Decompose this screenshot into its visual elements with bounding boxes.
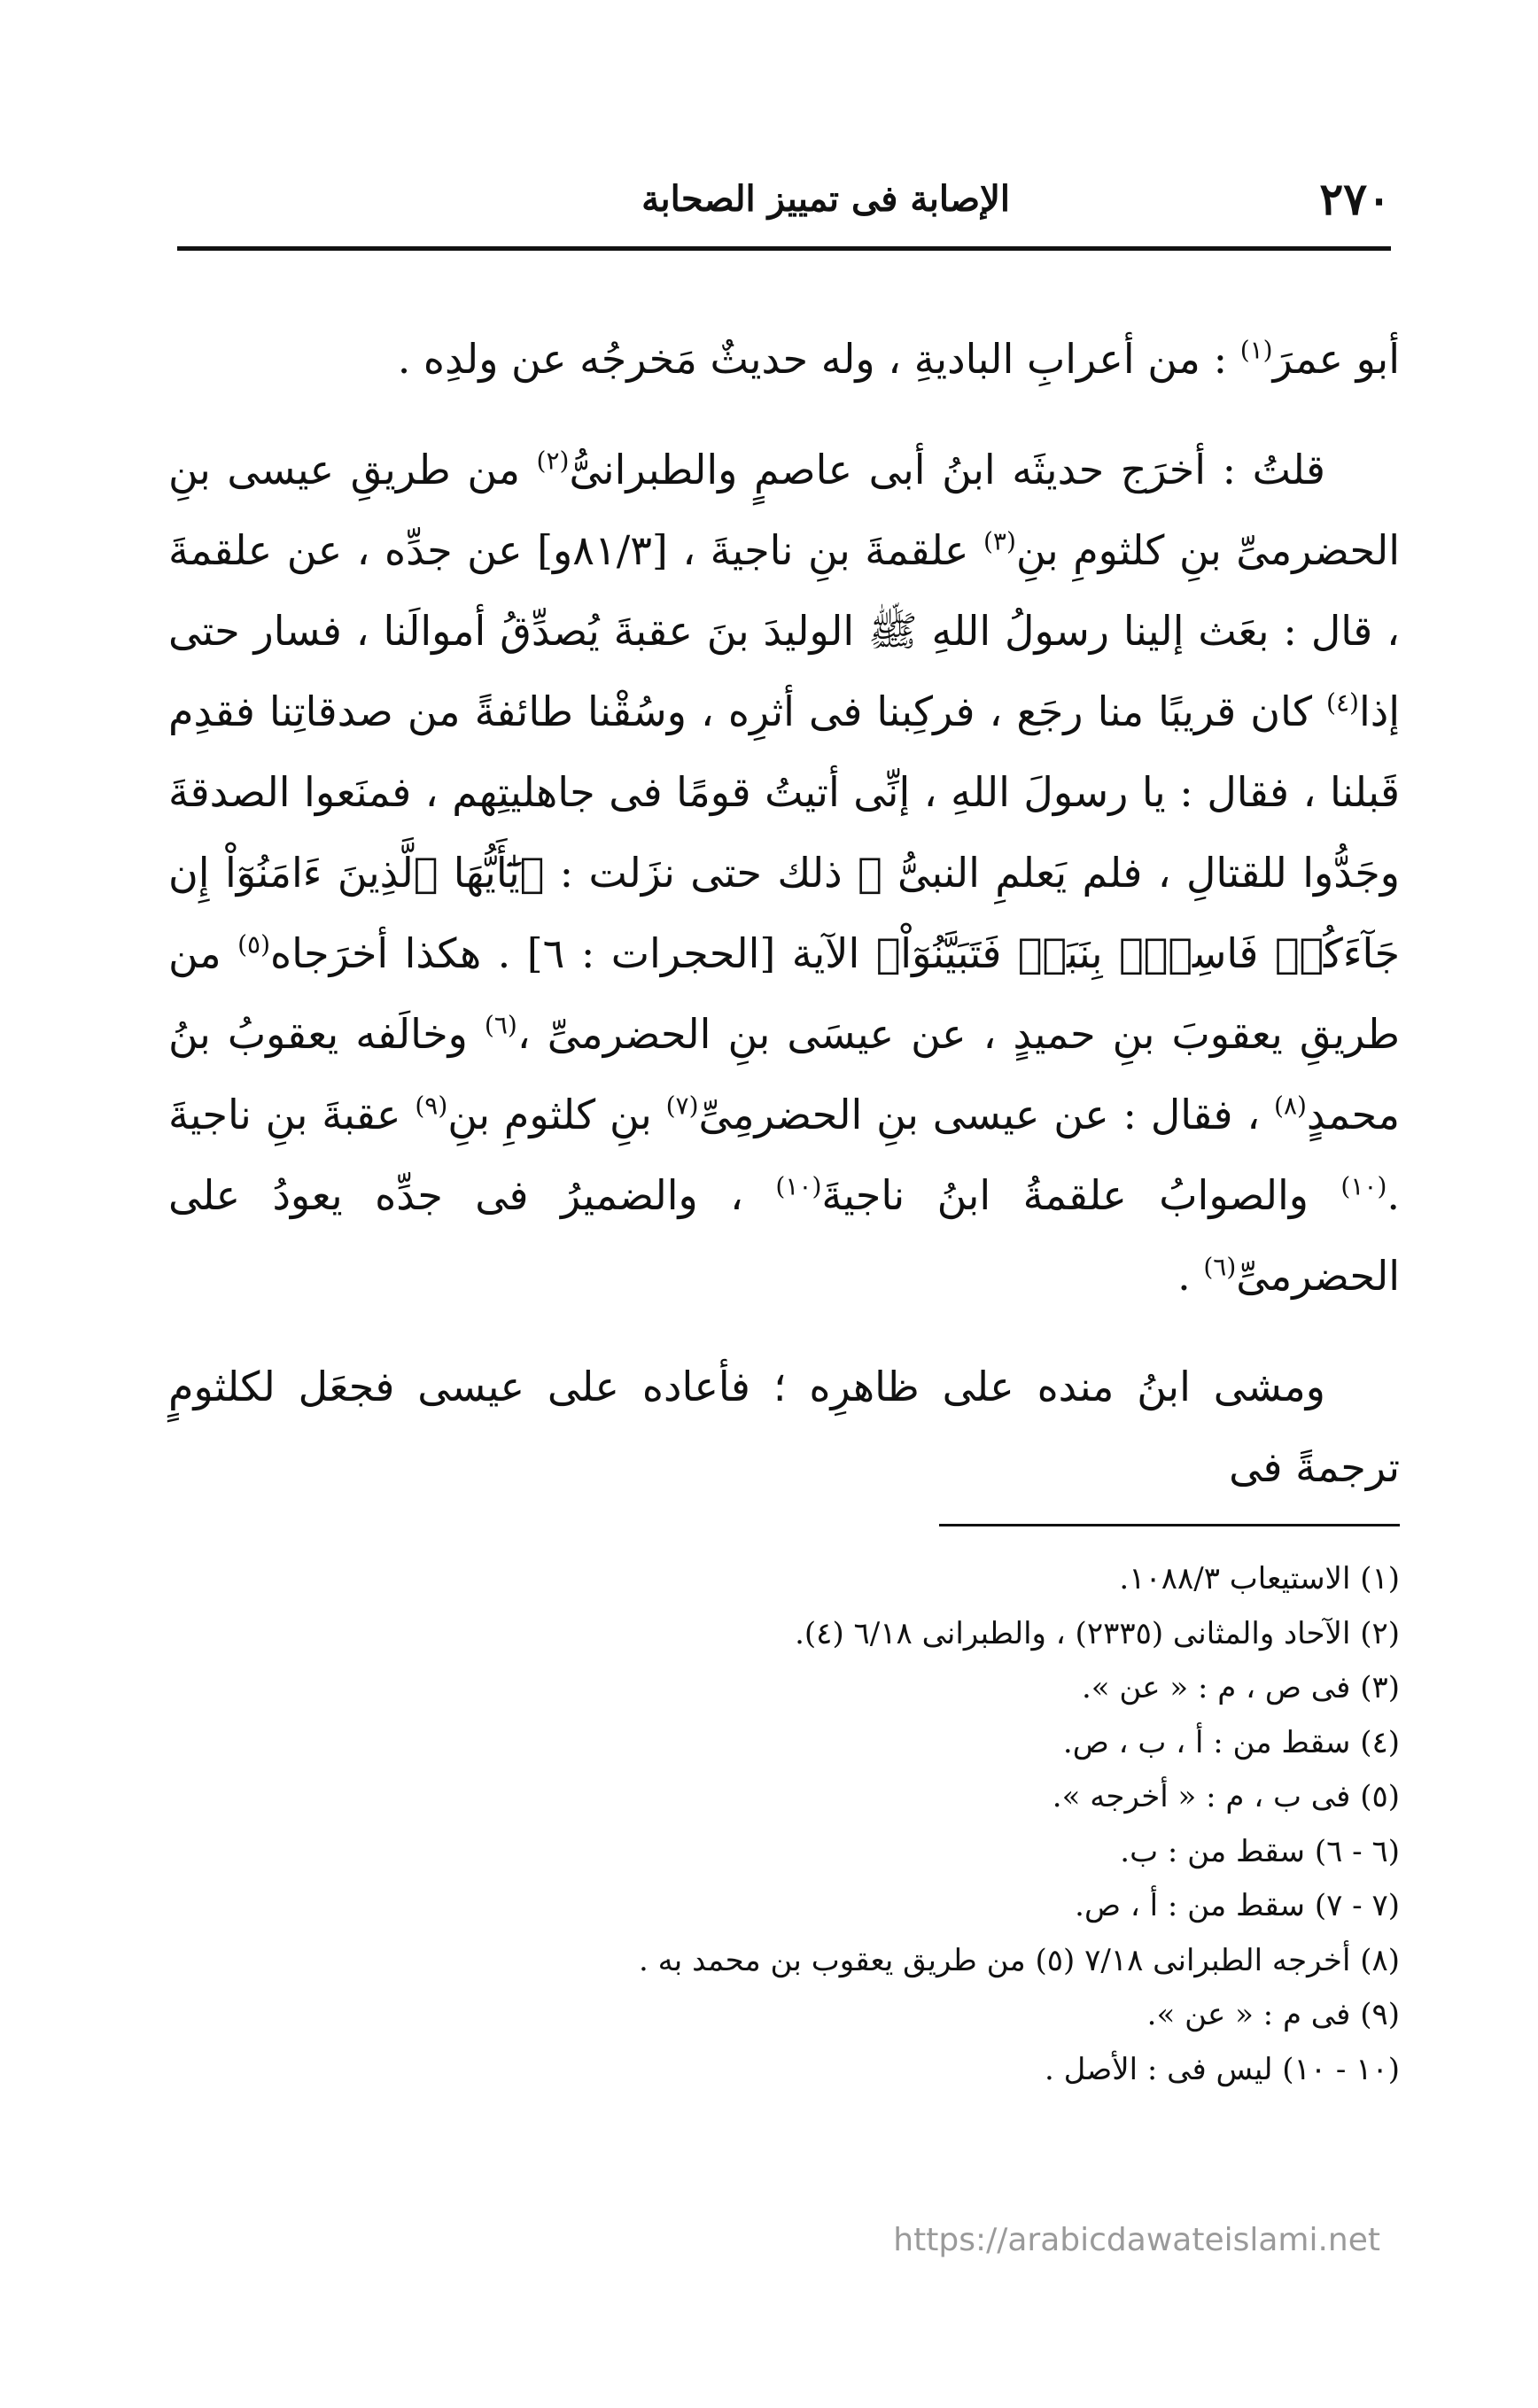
watermark-url: https://arabicdawateislami.net xyxy=(893,2222,1380,2258)
footnote-item: (٣) فى ص ، م : « عن ». xyxy=(1081,1670,1400,1705)
page-header xyxy=(177,173,1391,235)
footnote-marker: (١٠) xyxy=(775,1171,822,1201)
footnote-item: (١) الاستيعاب ١٠٨٨/٣. xyxy=(1119,1561,1400,1596)
body-paragraph xyxy=(168,319,1400,400)
body-paragraph xyxy=(168,430,1400,1317)
footnote-marker: (٨) xyxy=(1274,1091,1307,1121)
text-run: ، فقال : عن عيسى بنِ الحضرمِىِّ xyxy=(698,1091,1274,1138)
text-run: قلتُ : أخرَج حديثَه ابنُ أبى عاصمٍ والطبرانىُّ xyxy=(569,446,1326,493)
text-run: أبو عمرَ xyxy=(1272,335,1400,383)
footnote-marker: (٦) xyxy=(1203,1252,1237,1282)
body-text xyxy=(168,319,1400,1508)
text-run: ومشى ابنُ منده على ظاهرِه ؛ فأعاده على عيسى فجعَل لكلثومٍ ترجمةً فى xyxy=(168,1363,1400,1491)
running-title: الإصابة فى تمييز الصحابة xyxy=(641,178,1010,220)
footnote-item: (٧ - ٧) سقط من : أ ، ص. xyxy=(1075,1888,1400,1923)
footnote-item: (١٠ - ١٠) ليس فى : الأصل . xyxy=(1044,2051,1400,2087)
text-run: علقمةَ بنِ ناجيةَ ، [٨١/٣و] عن جدِّه ، عن علقمةَ ، قال : بعَث إلينا رسولُ اللهِ ﷺ الوليدَ بنَ عقبةَ يُصدِّقُ أموالَنا ، فسار حتى إذا xyxy=(168,526,1400,735)
body-paragraph xyxy=(168,1347,1400,1508)
footnote-marker: (٢) xyxy=(536,446,570,476)
text-run: : من أعرابِ الباديةِ ، وله حديثٌ مَخرجُه عن ولدِه . xyxy=(397,335,1240,383)
footnotes-list xyxy=(230,1552,1400,2097)
footnote-item: (٨) أخرجه الطبرانى ٧/١٨ (٥) من طريق يعقوب بن محمد به . xyxy=(638,1942,1400,1978)
text-run: عقبةَ بنِ ناجيةَ . xyxy=(168,1091,1400,1219)
footnote-marker: (٧) xyxy=(665,1091,699,1121)
footnote-marker: (٦) xyxy=(484,1010,517,1040)
text-run: والصوابُ علقمةُ ابنُ ناجيةَ xyxy=(821,1171,1341,1219)
text-run: . xyxy=(1177,1252,1204,1300)
footnote-item: (٢) الآحاد والمثانى (٢٣٣٥) ، والطبرانى ٦/١٨ (٤). xyxy=(795,1615,1400,1651)
footnote-marker: (١٠) xyxy=(1340,1171,1387,1201)
text-run: وخالَفه يعقوبُ بنُ محمدٍ xyxy=(168,1010,1400,1138)
text-run: بنِ كلثومِ بنِ xyxy=(447,1091,666,1138)
footnote-marker: (٤) xyxy=(1326,687,1359,718)
footnote-item: (٥) فى ب ، م : « أخرجه ». xyxy=(1052,1779,1400,1814)
text-run: ، والضميرُ فى جدِّه يعودُ على الحضرمىِّ xyxy=(168,1171,1400,1300)
footnote-marker: (٩) xyxy=(415,1091,448,1121)
header-rule xyxy=(177,246,1391,251)
footnote-marker: (٣) xyxy=(983,526,1016,556)
text-run: من طريقِ يعقوبَ بنِ حميدٍ ، عن عيسَى بنِ الحضرمىِّ ، xyxy=(168,929,1400,1058)
footnote-item: (٩) فى م : « عن ». xyxy=(1146,1997,1400,2032)
footnote-separator xyxy=(939,1524,1400,1526)
page-number: ٢٧٠ xyxy=(1319,173,1391,225)
text-run: من طريقِ عيسى بنِ الحضرمىِّ بنِ كلثومِ بنِ xyxy=(168,446,1400,574)
footnote-marker: (٥) xyxy=(237,929,271,959)
footnote-marker: (١) xyxy=(1239,335,1273,365)
footnote-item: (٤) سقط من : أ ، ب ، ص. xyxy=(1062,1724,1400,1760)
footnote-item: (٦ - ٦) سقط من : ب. xyxy=(1120,1833,1400,1869)
text-run: كان قريبًا منا رجَع ، فركِبنا فى أثرِه ، وسُقْنا طائفةً من صدقاتِنا فقدِم قَبلنا ، فقال : يا رسولَ اللهِ ، إنِّى أتيتُ قومًا فى جاهليتِهم ، فمنَعوا الصدقةَ وجَدُّوا للقتالِ ، فلم يَعلمِ النبىُّ ﷺ ذلك حتى نزَلت : ﴿يَٰٓأَيُّهَا ٱلَّذِينَ ءَامَنُوٓاْ إِن جَآءَكُمۡ فَاسِقُۢ بِنَبَإٖ فَتَبَيَّنُوٓاْ﴾ الآية [الحجرات : ٦] . هكذا أخرَجاه xyxy=(168,687,1401,977)
